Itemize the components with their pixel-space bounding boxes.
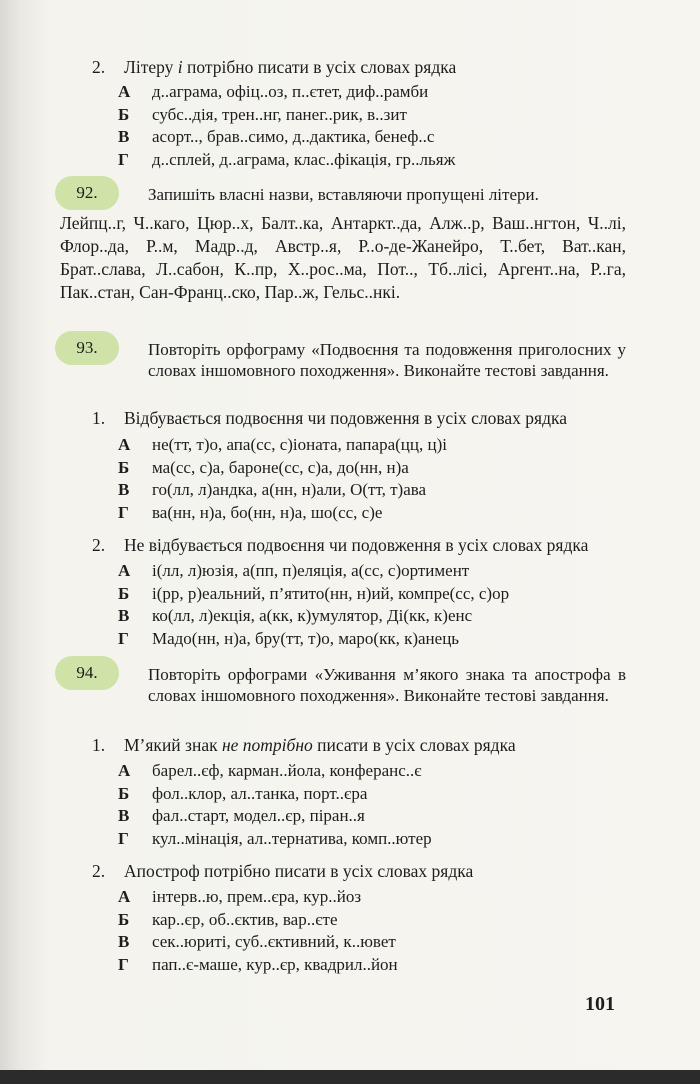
exercise-94-q1-options (118, 760, 432, 850)
scan-bottom-edge (0, 1070, 700, 1084)
exercise-93-instruction: Повторіть орфограму «Подвоєння та подовження приголосних у словах іншомовного походження». Виконайте тестові завдання. (148, 340, 626, 380)
option-g: Г ва(нн, н)а, бо(нн, н)а, шо(сс, с)е (118, 502, 383, 522)
option-a: А і(лл, л)юзія, а(пп, п)еляція, а(сс, с)ортимент (118, 561, 470, 580)
option-b: Б фол..клор, ал..танка, порт..єра (118, 783, 368, 803)
page-number: 101 (585, 993, 615, 1015)
option-b: Б і(рр, р)еальний, п’ятито(нн, н)ий, компре(сс, с)ор (118, 583, 510, 603)
exercise-92-instruction: Запишіть власні назви, вставляючи пропущені літери. (148, 185, 539, 204)
option-a: А д..аграма, офіц..оз, п..єтет, диф..рамби (118, 82, 429, 101)
question-number: 2. (92, 57, 106, 77)
exercise-94-badge: 94. (55, 656, 119, 690)
exercise-93-badge: 93. (55, 331, 119, 365)
option-v: В сек..юриті, суб..єктивний, к..ювет (118, 932, 396, 951)
exercise-92-badge: 92. (55, 176, 119, 210)
block1-question: 2. Літеру і потрібно писати в усіх словах рядка (92, 57, 457, 77)
exercise-94-question-1: 1. М’який знак не потрібно писати в усіх словах рядка (92, 735, 516, 755)
option-v: В асорт.., брав..симо, д..дактика, бенеф..с (118, 127, 435, 146)
block1-options (118, 81, 455, 171)
exercise-93-q1-options (118, 434, 447, 524)
option-g: Г д..сплей, д..аграма, клас..фікація, гр..льяж (118, 149, 456, 169)
option-b: Б ма(сс, с)а, бароне(сс, с)а, до(нн, н)а (118, 457, 409, 477)
option-g: Г пап..є-маше, кур..єр, квадрил..йон (118, 954, 398, 974)
option-b: Б субс..дія, трен..нг, панег..рик, в..зит (118, 104, 407, 124)
exercise-94-q2-options (118, 886, 398, 976)
exercise-93-q2-options (118, 560, 509, 650)
exercise-94-question-2: 2. Апостроф потрібно писати в усіх словах рядка (92, 861, 474, 881)
option-v: В фал..старт, модел..єр, піран..я (118, 806, 365, 825)
option-v: В ко(лл, л)екція, а(кк, к)умулятор, Ді(кк, к)енс (118, 606, 473, 625)
option-v: В го(лл, л)андка, а(нн, н)али, О(тт, т)ава (118, 480, 427, 499)
option-b: Б кар..єр, об..єктив, вар..єте (118, 909, 338, 929)
exercise-92-names: Лейпц..г, Ч..каго, Цюр..х, Балт..ка, Антаркт..да, Алж..р, Ваш..нгтон, Ч..лі, Флор..да, Р..м, Мадр..д, Австр..я, Р..о-де-Жанейро, Т..бет, Ват..кан, Брат..слава, Л..сабон, К..пр, Х..рос..ма, Пот.., Тб..лісі, Аргент..на, Р..га, Пак..стан, Сан-Франц..ско, Пар..ж, Гельс..нкі. (60, 213, 626, 302)
option-a: А не(тт, т)о, апа(сс, с)іоната, папара(цц, ц)і (118, 435, 447, 454)
option-a: А інтерв..ю, прем..єра, кур..йоз (118, 887, 362, 906)
option-g: Г Мадо(нн, н)а, бру(тт, т)о, маро(кк, к)анець (118, 628, 460, 648)
exercise-93-question-1: 1. Відбувається подвоєння чи подовження в усіх словах рядка (92, 408, 568, 428)
exercise-93-question-2: 2. Не відбувається подвоєння чи подовження в усіх словах рядка (92, 535, 589, 555)
option-a: А барел..єф, карман..йола, конферанс..є (118, 761, 422, 780)
exercise-94-instruction: Повторіть орфограми «Уживання м’якого знака та апострофа в словах іншомовного походження». Виконайте тестові завдання. (148, 665, 626, 705)
option-g: Г кул..мінація, ал..тернатива, комп..ютер (118, 828, 432, 848)
